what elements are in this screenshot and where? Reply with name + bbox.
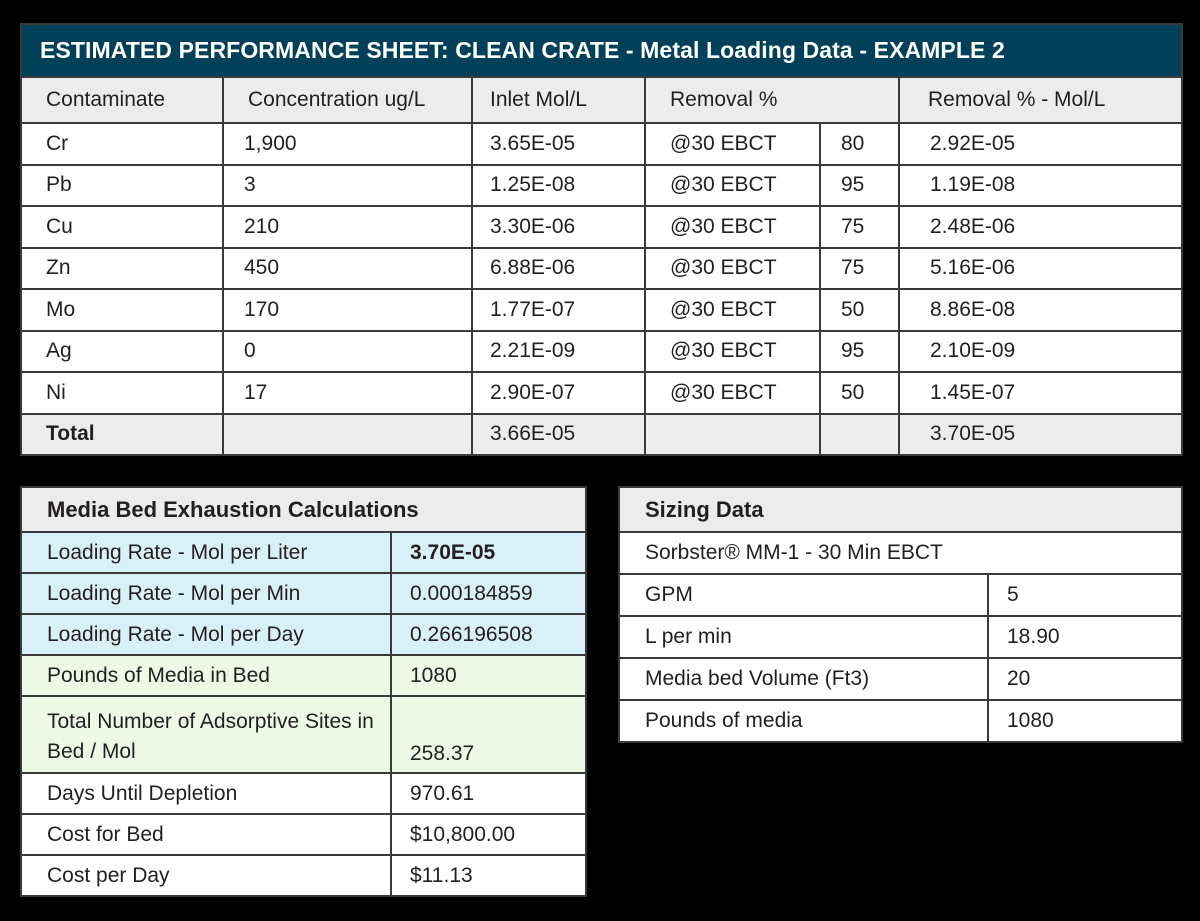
cell-removal-mol: 2.48E-06 <box>899 206 1182 248</box>
table-row <box>21 331 1182 373</box>
sizing-data-table <box>618 486 1183 743</box>
media-row-days-until-depletion <box>21 773 586 814</box>
row-value: 970.61 <box>391 773 586 814</box>
header-removal-mol: Removal % - Mol/L <box>899 77 1182 123</box>
table-row <box>21 289 1182 331</box>
table-row <box>21 206 1182 248</box>
row-value: $10,800.00 <box>391 814 586 855</box>
table-row <box>21 372 1182 414</box>
table-row <box>21 248 1182 290</box>
total-ebct <box>645 414 820 455</box>
cell-concentration: 1,900 <box>223 123 472 165</box>
cell-ebct: @30 EBCT <box>645 331 820 373</box>
cell-concentration: 3 <box>223 165 472 207</box>
table-row <box>21 123 1182 165</box>
row-label: Loading Rate - Mol per Day <box>21 614 391 655</box>
cell-ebct: @30 EBCT <box>645 123 820 165</box>
cell-ebct: @30 EBCT <box>645 248 820 290</box>
media-row-pounds <box>21 655 586 696</box>
cell-removal-mol: 5.16E-06 <box>899 248 1182 290</box>
cell-concentration: 17 <box>223 372 472 414</box>
cell-contaminate: Cr <box>21 123 223 165</box>
media-row-loading-rate-liter <box>21 532 586 573</box>
media-row-cost-per-day <box>21 855 586 896</box>
row-label: Cost for Bed <box>21 814 391 855</box>
cell-concentration: 210 <box>223 206 472 248</box>
sheet-title: ESTIMATED PERFORMANCE SHEET: CLEAN CRATE - Metal Loading Data - EXAMPLE 2 <box>21 24 1182 77</box>
cell-removal-pct: 75 <box>820 206 899 248</box>
cell-inlet: 1.25E-08 <box>472 165 645 207</box>
row-value: $11.13 <box>391 855 586 896</box>
media-row-loading-rate-day <box>21 614 586 655</box>
metal-loading-table <box>20 23 1183 456</box>
row-value: 0.000184859 <box>391 573 586 614</box>
cell-inlet: 3.65E-05 <box>472 123 645 165</box>
sizing-row-gpm <box>619 574 1182 616</box>
row-label: Pounds of media <box>619 700 988 742</box>
media-row-loading-rate-min <box>21 573 586 614</box>
cell-inlet: 2.90E-07 <box>472 372 645 414</box>
cell-removal-mol: 8.86E-08 <box>899 289 1182 331</box>
sizing-subtitle: Sorbster® MM-1 - 30 Min EBCT <box>619 532 1182 574</box>
cell-contaminate: Pb <box>21 165 223 207</box>
row-label: Total Number of Adsorptive Sites in Bed / Mol <box>21 696 391 773</box>
cell-ebct: @30 EBCT <box>645 206 820 248</box>
table-header-row <box>21 77 1182 123</box>
cell-inlet: 2.21E-09 <box>472 331 645 373</box>
cell-removal-mol: 2.92E-05 <box>899 123 1182 165</box>
header-inlet: Inlet Mol/L <box>472 77 645 123</box>
table-row <box>21 165 1182 207</box>
sizing-row-l-per-min <box>619 616 1182 658</box>
media-bed-exhaustion-table <box>20 486 587 897</box>
row-label: Pounds of Media in Bed <box>21 655 391 696</box>
cell-contaminate: Zn <box>21 248 223 290</box>
cell-contaminate: Ag <box>21 331 223 373</box>
cell-inlet: 3.30E-06 <box>472 206 645 248</box>
sizing-title: Sizing Data <box>619 487 1182 532</box>
row-value: 20 <box>988 658 1182 700</box>
row-value: 3.70E-05 <box>391 532 586 573</box>
cell-ebct: @30 EBCT <box>645 372 820 414</box>
row-label: GPM <box>619 574 988 616</box>
cell-removal-pct: 50 <box>820 289 899 331</box>
header-concentration: Concentration ug/L <box>223 77 472 123</box>
cell-removal-pct: 95 <box>820 331 899 373</box>
row-value: 5 <box>988 574 1182 616</box>
row-label: L per min <box>619 616 988 658</box>
row-value: 18.90 <box>988 616 1182 658</box>
sizing-subtitle-row <box>619 532 1182 574</box>
cell-concentration: 0 <box>223 331 472 373</box>
cell-ebct: @30 EBCT <box>645 289 820 331</box>
cell-contaminate: Mo <box>21 289 223 331</box>
row-label: Loading Rate - Mol per Liter <box>21 532 391 573</box>
media-row-cost-for-bed <box>21 814 586 855</box>
sizing-row-pounds-media <box>619 700 1182 742</box>
total-row <box>21 414 1182 455</box>
cell-removal-pct: 80 <box>820 123 899 165</box>
row-value: 0.266196508 <box>391 614 586 655</box>
row-label: Loading Rate - Mol per Min <box>21 573 391 614</box>
row-value: 1080 <box>988 700 1182 742</box>
cell-removal-mol: 1.19E-08 <box>899 165 1182 207</box>
total-removal-pct <box>820 414 899 455</box>
cell-inlet: 1.77E-07 <box>472 289 645 331</box>
cell-concentration: 170 <box>223 289 472 331</box>
row-label: Media bed Volume (Ft3) <box>619 658 988 700</box>
row-value: 258.37 <box>391 696 586 773</box>
cell-removal-pct: 50 <box>820 372 899 414</box>
sizing-row-bed-volume <box>619 658 1182 700</box>
cell-removal-pct: 75 <box>820 248 899 290</box>
row-label: Days Until Depletion <box>21 773 391 814</box>
row-label: Cost per Day <box>21 855 391 896</box>
cell-concentration: 450 <box>223 248 472 290</box>
total-label: Total <box>21 414 223 455</box>
row-value: 1080 <box>391 655 586 696</box>
cell-ebct: @30 EBCT <box>645 165 820 207</box>
total-inlet: 3.66E-05 <box>472 414 645 455</box>
cell-inlet: 6.88E-06 <box>472 248 645 290</box>
total-concentration <box>223 414 472 455</box>
media-row-adsorptive-sites <box>21 696 586 773</box>
media-bed-title: Media Bed Exhaustion Calculations <box>21 487 586 532</box>
cell-contaminate: Ni <box>21 372 223 414</box>
cell-removal-mol: 2.10E-09 <box>899 331 1182 373</box>
total-removal-mol: 3.70E-05 <box>899 414 1182 455</box>
header-contaminate: Contaminate <box>21 77 223 123</box>
cell-removal-mol: 1.45E-07 <box>899 372 1182 414</box>
cell-removal-pct: 95 <box>820 165 899 207</box>
header-removal-pct: Removal % <box>645 77 899 123</box>
cell-contaminate: Cu <box>21 206 223 248</box>
